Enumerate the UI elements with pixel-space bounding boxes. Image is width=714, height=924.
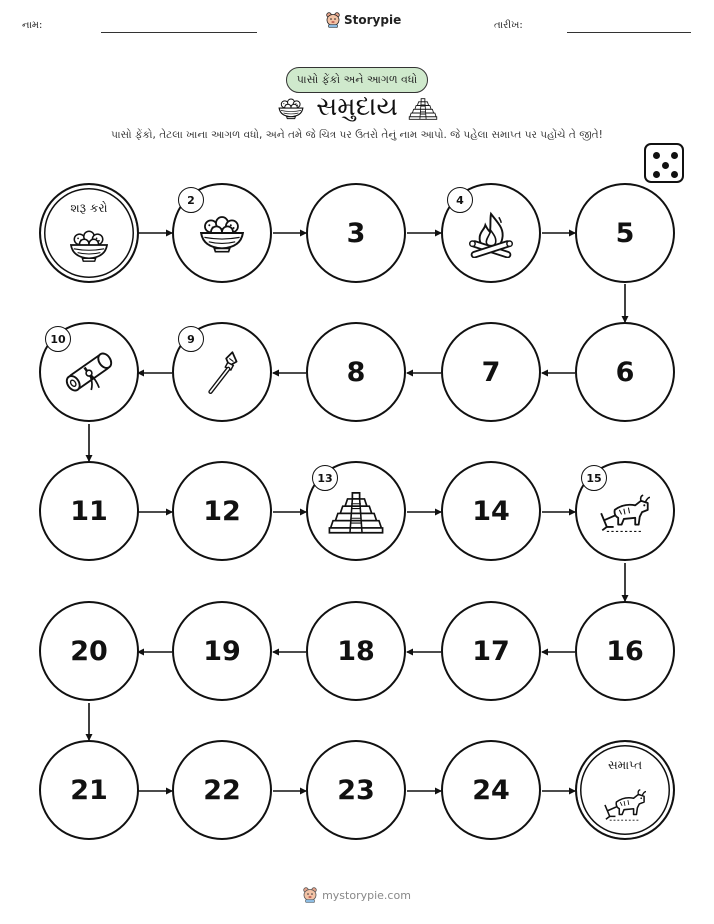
space-13[interactable]	[306, 461, 406, 561]
space-20[interactable]	[39, 601, 139, 701]
space-6[interactable]	[575, 322, 675, 422]
space-number: 12	[203, 495, 241, 527]
space-3[interactable]	[306, 183, 406, 283]
space-number: 23	[337, 774, 375, 806]
space-number: 22	[203, 774, 241, 806]
space-number-badge: 10	[45, 326, 71, 352]
space-number: 6	[615, 356, 635, 388]
space-5[interactable]	[575, 183, 675, 283]
space-14[interactable]	[441, 461, 541, 561]
space-23[interactable]	[306, 740, 406, 840]
space-number: 3	[346, 217, 366, 249]
page-title: સમુદાય	[316, 92, 398, 122]
space-9[interactable]	[172, 322, 272, 422]
space-4[interactable]	[441, 183, 541, 283]
space-7[interactable]	[441, 322, 541, 422]
space-number: 19	[203, 635, 241, 667]
space-number: 5	[615, 217, 635, 249]
space-number-badge: 4	[447, 187, 473, 213]
space-8[interactable]	[306, 322, 406, 422]
subtitle-text: પાસો ફેંકો અને આગળ વધો	[296, 73, 418, 86]
space-19[interactable]	[172, 601, 272, 701]
footer-url[interactable]: mystorypie.com	[322, 888, 411, 902]
space-number: 14	[472, 495, 510, 527]
footer	[0, 887, 714, 903]
date-label: તારીખ:	[494, 20, 523, 31]
campfire-icon	[464, 208, 518, 258]
space-number-badge: 13	[312, 465, 338, 491]
space-16[interactable]	[575, 601, 675, 701]
space-number: 21	[70, 774, 108, 806]
space-number: 7	[481, 356, 501, 388]
space-number-badge: 9	[178, 326, 204, 352]
logo-text: Storypie	[344, 13, 402, 27]
start-space[interactable]	[39, 183, 139, 283]
space-number-badge: 2	[178, 187, 204, 213]
space-2[interactable]	[172, 183, 272, 283]
storypie-mascot-icon	[303, 887, 317, 903]
space-24[interactable]	[441, 740, 541, 840]
space-12[interactable]	[172, 461, 272, 561]
space-number: 17	[472, 635, 510, 667]
space-number: 24	[472, 774, 510, 806]
space-number-badge: 15	[581, 465, 607, 491]
space-21[interactable]	[39, 740, 139, 840]
space-11[interactable]	[39, 461, 139, 561]
space-number: 11	[70, 495, 108, 527]
space-18[interactable]	[306, 601, 406, 701]
space-number: 16	[606, 635, 644, 667]
fruit-bowl-icon	[195, 211, 249, 255]
start-label: શરૂ કરો	[70, 201, 108, 215]
space-15[interactable]	[575, 461, 675, 561]
name-label: નામ:	[22, 20, 43, 31]
fruit-bowl-icon	[66, 226, 112, 264]
pyramid-icon	[327, 484, 385, 538]
scroll-icon	[62, 345, 116, 399]
space-17[interactable]	[441, 601, 541, 701]
space-number: 8	[346, 356, 366, 388]
ox-plough-icon	[601, 782, 649, 824]
space-10[interactable]	[39, 322, 139, 422]
instructions: પાસો ફેંકો, તેટલા ખાના આગળ વધો, અને તમે જે ચિત્ર પર ઉતરો તેનું નામ આપો. જે પહેલા સમાપ્ત પર પહોંચે તે જીતે!	[111, 129, 603, 141]
space-number: 18	[337, 635, 375, 667]
finish-label: સમાપ્ત	[607, 758, 643, 772]
space-22[interactable]	[172, 740, 272, 840]
ox-plough-icon	[595, 486, 655, 536]
finish-space[interactable]	[575, 740, 675, 840]
spear-icon	[197, 347, 247, 397]
space-number: 20	[70, 635, 108, 667]
